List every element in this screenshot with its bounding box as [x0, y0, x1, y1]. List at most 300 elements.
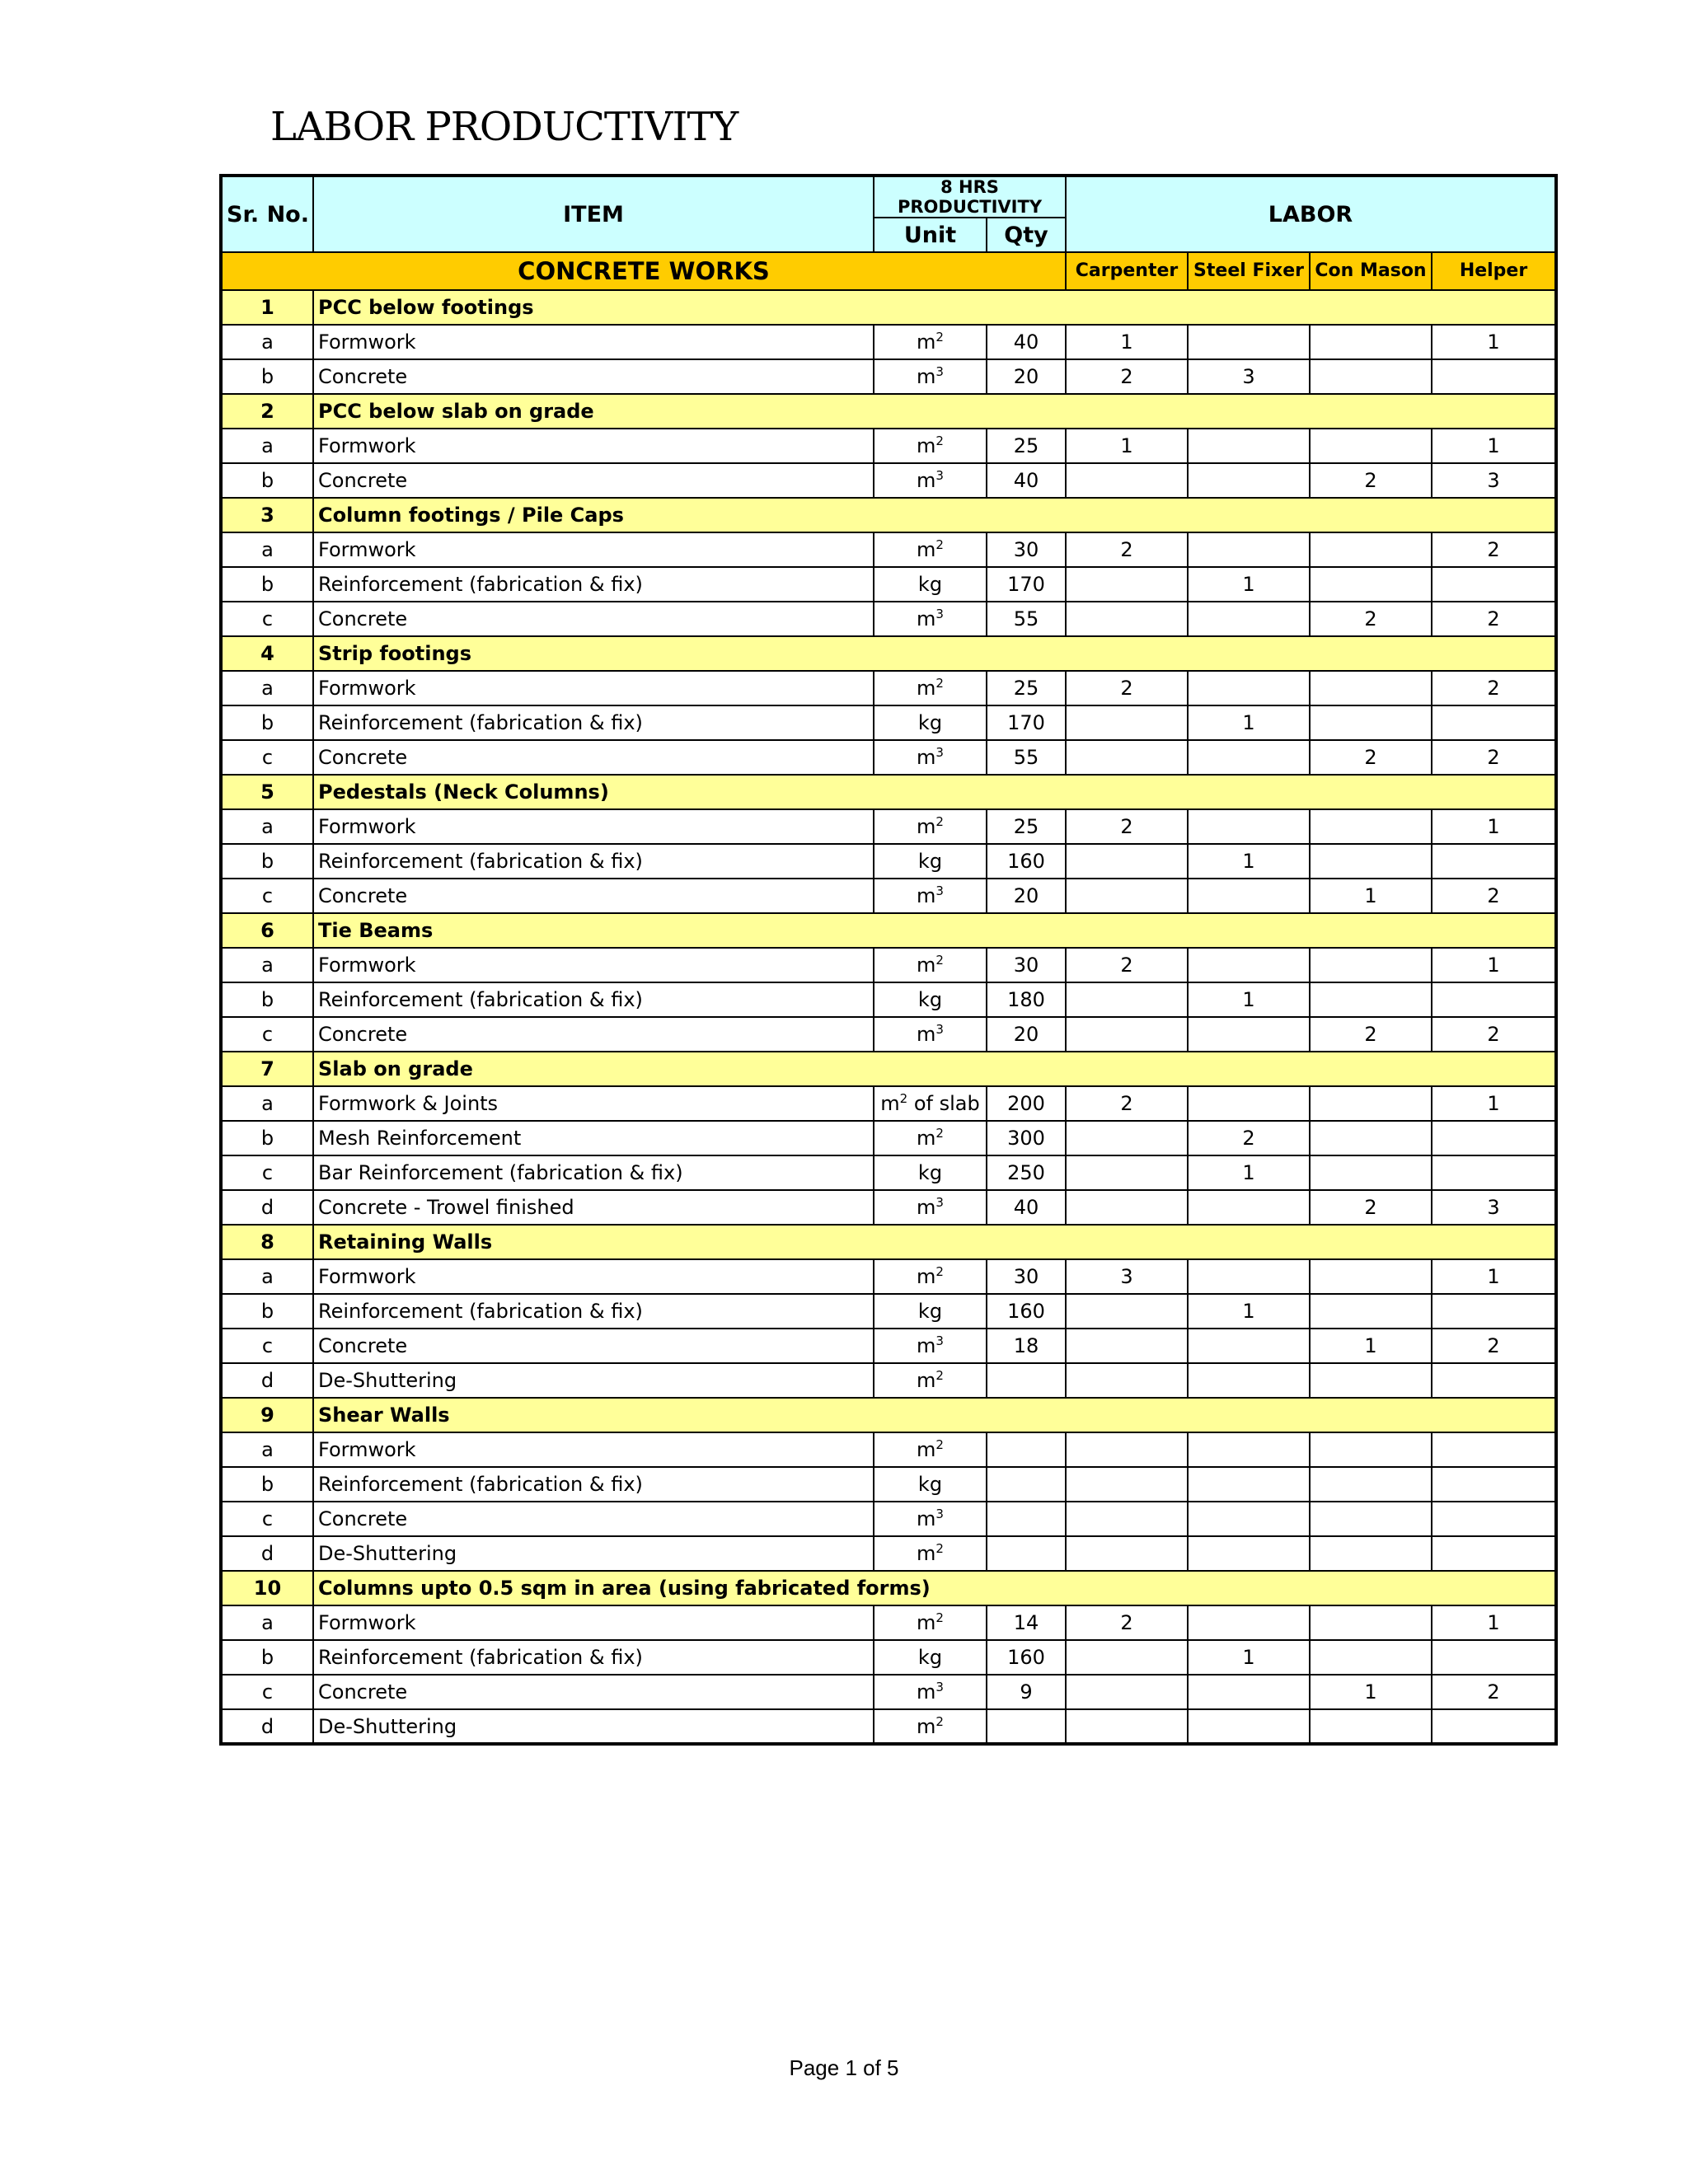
- item-sr: a: [221, 948, 313, 982]
- item-unit: [874, 359, 987, 394]
- unit-base: m: [917, 1334, 936, 1358]
- table-row: [221, 532, 1556, 567]
- table-row: [221, 705, 1556, 740]
- unit-exponent: 2: [899, 1091, 908, 1107]
- item-unit: [874, 1536, 987, 1571]
- item-qty: 25: [987, 671, 1066, 705]
- labor-steel-fixer: [1188, 1605, 1310, 1640]
- table-row: [221, 602, 1556, 636]
- labor-productivity-table: [219, 174, 1558, 1746]
- header-labor: LABOR: [1066, 176, 1556, 252]
- labor-con-mason: [1310, 1467, 1432, 1502]
- section-title: CONCRETE WORKS: [221, 252, 1066, 290]
- item-sr: b: [221, 567, 313, 602]
- group-title: PCC below footings: [313, 290, 1556, 325]
- item-qty: 250: [987, 1155, 1066, 1190]
- labor-col-con-mason: Con Mason: [1310, 252, 1432, 290]
- item-qty: 170: [987, 705, 1066, 740]
- item-sr: b: [221, 844, 313, 879]
- labor-steel-fixer: [1188, 325, 1310, 359]
- group-row: [221, 290, 1556, 325]
- item-description: Bar Reinforcement (fabrication & fix): [313, 1155, 874, 1190]
- table-row: [221, 1536, 1556, 1571]
- labor-helper: [1432, 1155, 1556, 1190]
- item-unit: [874, 844, 987, 879]
- item-description: Concrete - Trowel finished: [313, 1190, 874, 1225]
- labor-helper: 1: [1432, 809, 1556, 844]
- item-qty: 40: [987, 325, 1066, 359]
- labor-col-carpenter: Carpenter: [1066, 252, 1188, 290]
- unit-exponent: 2: [935, 330, 944, 345]
- item-sr: a: [221, 1086, 313, 1121]
- labor-helper: [1432, 844, 1556, 879]
- unit-base: m: [917, 746, 936, 770]
- unit-base: m: [917, 434, 936, 458]
- item-unit: [874, 1640, 987, 1675]
- labor-con-mason: [1310, 1432, 1432, 1467]
- item-unit: [874, 1329, 987, 1363]
- table-row: [221, 740, 1556, 775]
- item-description: Reinforcement (fabrication & fix): [313, 982, 874, 1017]
- item-sr: a: [221, 532, 313, 567]
- table-row: [221, 1605, 1556, 1640]
- labor-con-mason: 2: [1310, 602, 1432, 636]
- item-qty: 20: [987, 879, 1066, 913]
- table-row: [221, 879, 1556, 913]
- item-qty: [987, 1432, 1066, 1467]
- labor-con-mason: 1: [1310, 1329, 1432, 1363]
- labor-helper: 1: [1432, 325, 1556, 359]
- labor-steel-fixer: [1188, 1467, 1310, 1502]
- item-qty: 55: [987, 740, 1066, 775]
- header-productivity: [874, 176, 1066, 218]
- item-qty: 20: [987, 1017, 1066, 1052]
- labor-carpenter: [1066, 1536, 1188, 1571]
- item-sr: b: [221, 1467, 313, 1502]
- unit-exponent: 2: [935, 953, 944, 968]
- item-unit: [874, 809, 987, 844]
- labor-steel-fixer: 1: [1188, 1155, 1310, 1190]
- labor-steel-fixer: [1188, 1363, 1310, 1398]
- item-sr: d: [221, 1190, 313, 1225]
- item-unit: [874, 740, 987, 775]
- group-row: [221, 775, 1556, 809]
- item-unit: [874, 1363, 987, 1398]
- labor-carpenter: [1066, 844, 1188, 879]
- unit-exponent: 3: [935, 364, 944, 380]
- labor-helper: [1432, 982, 1556, 1017]
- labor-helper: 2: [1432, 1675, 1556, 1709]
- labor-steel-fixer: [1188, 532, 1310, 567]
- labor-carpenter: [1066, 567, 1188, 602]
- labor-helper: [1432, 1467, 1556, 1502]
- unit-base: kg: [917, 1473, 943, 1497]
- labor-steel-fixer: 1: [1188, 567, 1310, 602]
- group-number: 9: [221, 1398, 313, 1432]
- group-number: 8: [221, 1225, 313, 1259]
- labor-helper: [1432, 567, 1556, 602]
- group-row: [221, 498, 1556, 532]
- item-unit: [874, 1605, 987, 1640]
- item-sr: c: [221, 1502, 313, 1536]
- item-unit: [874, 1259, 987, 1294]
- unit-base: kg: [917, 988, 943, 1012]
- labor-carpenter: [1066, 1640, 1188, 1675]
- item-qty: 160: [987, 1294, 1066, 1329]
- item-qty: [987, 1709, 1066, 1744]
- unit-exponent: 3: [935, 1507, 944, 1522]
- labor-steel-fixer: [1188, 948, 1310, 982]
- group-number: 6: [221, 913, 313, 948]
- unit-exponent: 2: [935, 1264, 944, 1280]
- labor-carpenter: 2: [1066, 532, 1188, 567]
- unit-exponent: 2: [935, 1437, 944, 1453]
- item-unit: [874, 671, 987, 705]
- labor-steel-fixer: [1188, 1086, 1310, 1121]
- labor-con-mason: [1310, 429, 1432, 463]
- labor-helper: 2: [1432, 740, 1556, 775]
- labor-carpenter: [1066, 879, 1188, 913]
- item-description: Formwork: [313, 1432, 874, 1467]
- item-description: Reinforcement (fabrication & fix): [313, 705, 874, 740]
- labor-steel-fixer: [1188, 740, 1310, 775]
- group-number: 3: [221, 498, 313, 532]
- labor-helper: [1432, 1121, 1556, 1155]
- labor-helper: 3: [1432, 1190, 1556, 1225]
- item-sr: c: [221, 1155, 313, 1190]
- item-sr: a: [221, 671, 313, 705]
- item-description: Reinforcement (fabrication & fix): [313, 1294, 874, 1329]
- item-sr: b: [221, 1121, 313, 1155]
- item-description: De-Shuttering: [313, 1363, 874, 1398]
- labor-con-mason: 2: [1310, 740, 1432, 775]
- table-row: [221, 1017, 1556, 1052]
- unit-exponent: 3: [935, 1333, 944, 1349]
- labor-carpenter: 3: [1066, 1259, 1188, 1294]
- unit-exponent: 3: [935, 468, 944, 484]
- item-sr: a: [221, 325, 313, 359]
- labor-steel-fixer: [1188, 879, 1310, 913]
- labor-helper: 1: [1432, 1086, 1556, 1121]
- labor-steel-fixer: [1188, 1536, 1310, 1571]
- item-qty: 40: [987, 463, 1066, 498]
- labor-con-mason: [1310, 982, 1432, 1017]
- unit-base: m: [917, 1023, 936, 1047]
- table-row: [221, 1155, 1556, 1190]
- labor-carpenter: [1066, 1363, 1188, 1398]
- item-qty: 180: [987, 982, 1066, 1017]
- unit-base: m: [917, 1680, 936, 1704]
- labor-steel-fixer: [1188, 463, 1310, 498]
- item-description: Concrete: [313, 602, 874, 636]
- labor-helper: 2: [1432, 532, 1556, 567]
- labor-helper: 2: [1432, 671, 1556, 705]
- unit-exponent: 2: [935, 814, 944, 830]
- page-title: LABOR PRODUCTIVITY: [270, 104, 738, 150]
- labor-steel-fixer: 1: [1188, 1640, 1310, 1675]
- item-unit: [874, 1121, 987, 1155]
- labor-steel-fixer: [1188, 1675, 1310, 1709]
- unit-suffix: of slab: [907, 1092, 980, 1116]
- labor-steel-fixer: [1188, 1017, 1310, 1052]
- labor-carpenter: [1066, 1329, 1188, 1363]
- table-row: [221, 359, 1556, 394]
- unit-base: m: [917, 815, 936, 839]
- unit-exponent: 2: [935, 537, 944, 553]
- labor-con-mason: [1310, 1363, 1432, 1398]
- labor-helper: 1: [1432, 1605, 1556, 1640]
- unit-exponent: 3: [935, 1195, 944, 1211]
- labor-carpenter: 2: [1066, 1086, 1188, 1121]
- table-row: [221, 671, 1556, 705]
- table-row: [221, 844, 1556, 879]
- labor-con-mason: 1: [1310, 1675, 1432, 1709]
- item-sr: c: [221, 602, 313, 636]
- labor-col-steel-fixer: Steel Fixer: [1188, 252, 1310, 290]
- item-unit: [874, 879, 987, 913]
- unit-base: kg: [917, 711, 943, 735]
- unit-base: m: [917, 469, 936, 493]
- item-sr: c: [221, 1017, 313, 1052]
- item-qty: 200: [987, 1086, 1066, 1121]
- item-description: Concrete: [313, 1502, 874, 1536]
- item-unit: [874, 1190, 987, 1225]
- group-title: Columns upto 0.5 sqm in area (using fabricated forms): [313, 1571, 1556, 1605]
- labor-steel-fixer: [1188, 1709, 1310, 1744]
- labor-con-mason: [1310, 809, 1432, 844]
- header-productivity-line2: PRODUCTIVITY: [897, 197, 1043, 218]
- item-qty: 30: [987, 948, 1066, 982]
- item-description: Formwork & Joints: [313, 1086, 874, 1121]
- unit-base: kg: [917, 573, 943, 597]
- item-qty: [987, 1363, 1066, 1398]
- item-unit: [874, 429, 987, 463]
- item-qty: 160: [987, 1640, 1066, 1675]
- labor-steel-fixer: [1188, 429, 1310, 463]
- labor-carpenter: [1066, 1675, 1188, 1709]
- unit-base: m: [917, 1265, 936, 1289]
- unit-base: m: [917, 884, 936, 908]
- labor-steel-fixer: [1188, 1190, 1310, 1225]
- labor-steel-fixer: [1188, 809, 1310, 844]
- labor-con-mason: 2: [1310, 463, 1432, 498]
- item-description: Concrete: [313, 1329, 874, 1363]
- table-body: [221, 176, 1556, 1744]
- table-row: [221, 1502, 1556, 1536]
- group-number: 10: [221, 1571, 313, 1605]
- page-footer: Page 1 of 5: [789, 2055, 899, 2080]
- unit-exponent: 2: [935, 1610, 944, 1626]
- table-row: [221, 1121, 1556, 1155]
- item-sr: d: [221, 1536, 313, 1571]
- labor-con-mason: 2: [1310, 1190, 1432, 1225]
- unit-exponent: 2: [935, 676, 944, 691]
- item-description: De-Shuttering: [313, 1536, 874, 1571]
- labor-con-mason: [1310, 1155, 1432, 1190]
- table-row: [221, 567, 1556, 602]
- labor-helper: [1432, 1432, 1556, 1467]
- item-unit: [874, 325, 987, 359]
- item-unit: [874, 948, 987, 982]
- item-qty: 30: [987, 532, 1066, 567]
- labor-steel-fixer: 3: [1188, 359, 1310, 394]
- item-qty: 300: [987, 1121, 1066, 1155]
- header-item: ITEM: [313, 176, 874, 252]
- table-row: [221, 1329, 1556, 1363]
- group-title: Slab on grade: [313, 1052, 1556, 1086]
- labor-carpenter: [1066, 1121, 1188, 1155]
- table-row: [221, 1467, 1556, 1502]
- labor-carpenter: [1066, 602, 1188, 636]
- item-qty: 160: [987, 844, 1066, 879]
- table-row: [221, 809, 1556, 844]
- table-row: [221, 463, 1556, 498]
- unit-base: m: [917, 538, 936, 562]
- group-title: Shear Walls: [313, 1398, 1556, 1432]
- labor-steel-fixer: [1188, 1432, 1310, 1467]
- group-row: [221, 1398, 1556, 1432]
- group-title: Retaining Walls: [313, 1225, 1556, 1259]
- labor-con-mason: [1310, 532, 1432, 567]
- labor-carpenter: 2: [1066, 948, 1188, 982]
- unit-base: m: [917, 954, 936, 977]
- item-sr: c: [221, 879, 313, 913]
- unit-base: m: [917, 330, 936, 354]
- unit-base: kg: [917, 1300, 943, 1324]
- labor-helper: [1432, 1640, 1556, 1675]
- table-row: [221, 325, 1556, 359]
- item-qty: [987, 1502, 1066, 1536]
- item-description: Concrete: [313, 879, 874, 913]
- header-productivity-line1: 8 HRS: [940, 177, 999, 197]
- labor-carpenter: 1: [1066, 429, 1188, 463]
- labor-col-helper: Helper: [1432, 252, 1556, 290]
- group-row: [221, 913, 1556, 948]
- labor-carpenter: [1066, 1502, 1188, 1536]
- labor-con-mason: [1310, 1640, 1432, 1675]
- unit-exponent: 2: [935, 434, 944, 449]
- labor-con-mason: [1310, 1502, 1432, 1536]
- group-row: [221, 1225, 1556, 1259]
- unit-base: m: [917, 1611, 936, 1635]
- unit-base: m: [917, 1196, 936, 1220]
- unit-exponent: 3: [935, 607, 944, 622]
- item-unit: [874, 602, 987, 636]
- group-title: Strip footings: [313, 636, 1556, 671]
- labor-con-mason: [1310, 1709, 1432, 1744]
- item-sr: b: [221, 705, 313, 740]
- item-unit: [874, 463, 987, 498]
- item-sr: b: [221, 463, 313, 498]
- item-qty: 55: [987, 602, 1066, 636]
- labor-con-mason: [1310, 1259, 1432, 1294]
- table-row: [221, 1675, 1556, 1709]
- labor-helper: 3: [1432, 463, 1556, 498]
- item-sr: c: [221, 1329, 313, 1363]
- item-unit: [874, 705, 987, 740]
- labor-carpenter: [1066, 1155, 1188, 1190]
- item-unit: [874, 1432, 987, 1467]
- table-row: [221, 1259, 1556, 1294]
- item-description: Formwork: [313, 809, 874, 844]
- unit-exponent: 3: [935, 745, 944, 761]
- item-description: Formwork: [313, 1605, 874, 1640]
- item-qty: 14: [987, 1605, 1066, 1640]
- group-title: PCC below slab on grade: [313, 394, 1556, 429]
- labor-carpenter: [1066, 1294, 1188, 1329]
- item-sr: a: [221, 1432, 313, 1467]
- labor-steel-fixer: 1: [1188, 844, 1310, 879]
- unit-exponent: 2: [935, 1368, 944, 1384]
- labor-con-mason: [1310, 1121, 1432, 1155]
- unit-base: m: [917, 677, 936, 701]
- item-sr: b: [221, 359, 313, 394]
- labor-carpenter: [1066, 463, 1188, 498]
- unit-base: kg: [917, 850, 943, 874]
- item-unit: [874, 1294, 987, 1329]
- item-qty: 20: [987, 359, 1066, 394]
- header-unit: Unit: [874, 218, 987, 252]
- labor-helper: 2: [1432, 1017, 1556, 1052]
- item-sr: d: [221, 1363, 313, 1398]
- labor-helper: 2: [1432, 602, 1556, 636]
- labor-helper: 1: [1432, 1259, 1556, 1294]
- table-row: [221, 1432, 1556, 1467]
- labor-steel-fixer: [1188, 602, 1310, 636]
- labor-con-mason: [1310, 671, 1432, 705]
- item-description: Reinforcement (fabrication & fix): [313, 1640, 874, 1675]
- labor-con-mason: [1310, 1294, 1432, 1329]
- item-sr: c: [221, 1675, 313, 1709]
- labor-carpenter: 2: [1066, 671, 1188, 705]
- item-unit: [874, 1017, 987, 1052]
- labor-helper: [1432, 1363, 1556, 1398]
- table-row: [221, 1190, 1556, 1225]
- item-description: Reinforcement (fabrication & fix): [313, 567, 874, 602]
- group-row: [221, 1052, 1556, 1086]
- item-qty: 25: [987, 809, 1066, 844]
- labor-steel-fixer: 1: [1188, 982, 1310, 1017]
- labor-carpenter: [1066, 1432, 1188, 1467]
- table-row: [221, 429, 1556, 463]
- table-row: [221, 1709, 1556, 1744]
- item-qty: 9: [987, 1675, 1066, 1709]
- labor-carpenter: 1: [1066, 325, 1188, 359]
- group-title: Tie Beams: [313, 913, 1556, 948]
- item-description: Formwork: [313, 325, 874, 359]
- table-row: [221, 1086, 1556, 1121]
- labor-con-mason: 1: [1310, 879, 1432, 913]
- item-description: Mesh Reinforcement: [313, 1121, 874, 1155]
- unit-exponent: 2: [935, 1126, 944, 1141]
- labor-helper: [1432, 1709, 1556, 1744]
- item-description: Reinforcement (fabrication & fix): [313, 1467, 874, 1502]
- item-sr: b: [221, 1640, 313, 1675]
- item-description: Concrete: [313, 740, 874, 775]
- unit-exponent: 2: [935, 1713, 944, 1729]
- group-row: [221, 394, 1556, 429]
- labor-carpenter: [1066, 1467, 1188, 1502]
- labor-helper: [1432, 1294, 1556, 1329]
- item-qty: 170: [987, 567, 1066, 602]
- item-description: De-Shuttering: [313, 1709, 874, 1744]
- labor-carpenter: [1066, 1017, 1188, 1052]
- item-description: Concrete: [313, 359, 874, 394]
- header-row-top: [221, 176, 1556, 218]
- labor-steel-fixer: 2: [1188, 1121, 1310, 1155]
- labor-con-mason: [1310, 567, 1432, 602]
- group-row: [221, 1571, 1556, 1605]
